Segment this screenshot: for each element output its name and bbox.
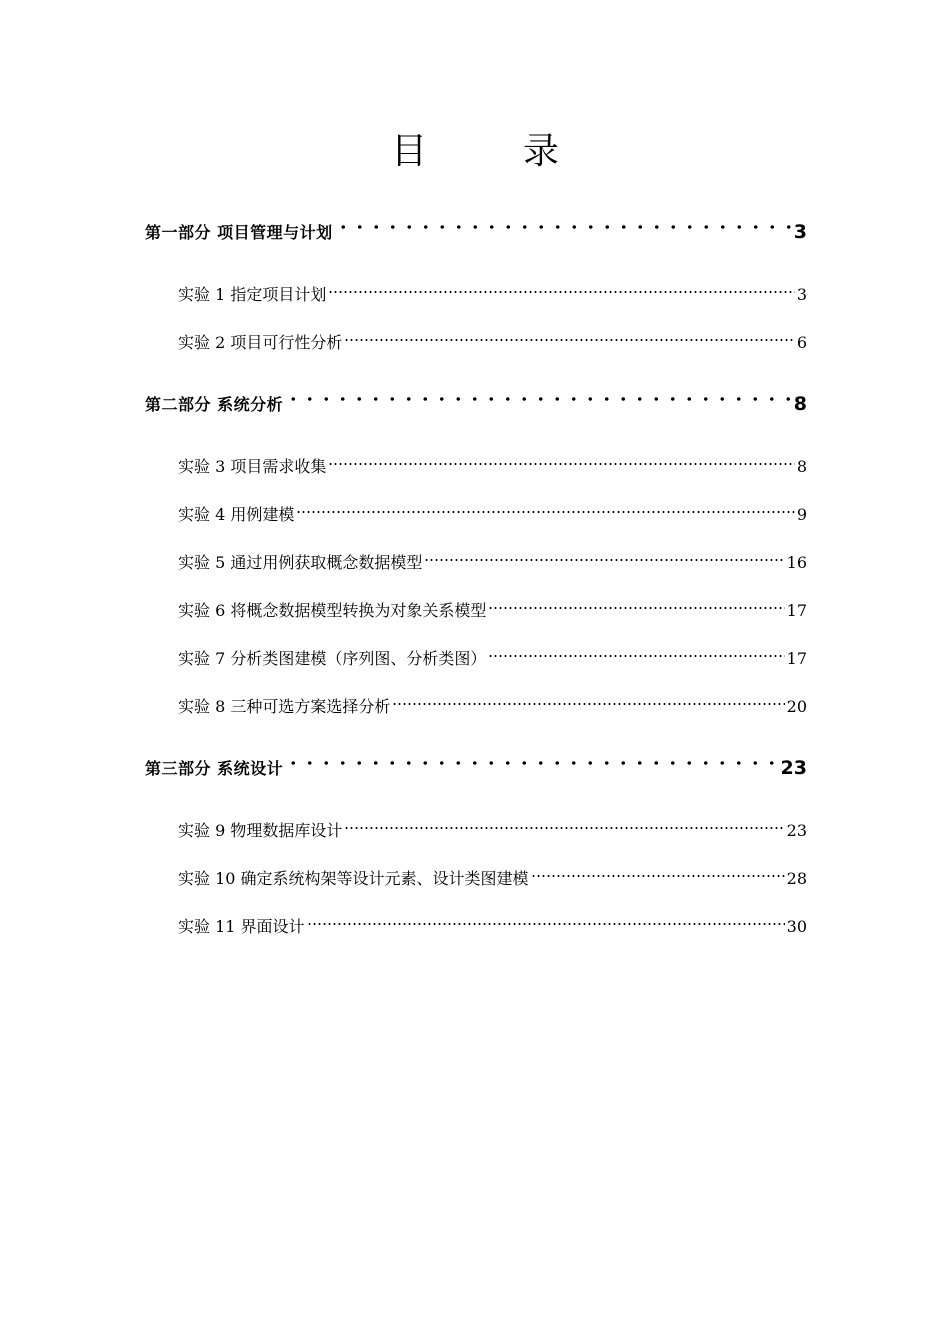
toc-item-exp-3[interactable] <box>178 448 807 476</box>
toc-item-exp-8[interactable] <box>178 688 807 716</box>
toc-item-exp-6[interactable] <box>178 592 807 620</box>
toc-item-exp-11[interactable] <box>178 908 807 936</box>
toc-page-number: 3 <box>793 221 807 243</box>
toc-item-label: 实验 11 界面设计 <box>178 917 305 936</box>
toc-part-2[interactable] <box>145 386 807 415</box>
toc-page-number: 8 <box>793 393 807 415</box>
toc-item-exp-9[interactable] <box>178 812 807 840</box>
toc-item-exp-5[interactable] <box>178 544 807 572</box>
toc-item-exp-2[interactable] <box>178 324 807 352</box>
dot-leader <box>328 276 794 300</box>
toc-item-label: 实验 7 分析类图建模（序列图、分析类图） <box>178 649 487 668</box>
toc-part-label: 第三部分 系统设计 <box>145 759 284 778</box>
page-title: 目 录 <box>390 131 589 172</box>
toc-page-number: 20 <box>786 697 807 716</box>
toc-item-label: 实验 5 通过用例获取概念数据模型 <box>178 553 423 572</box>
dot-leader <box>424 544 784 568</box>
toc-page-number: 23 <box>780 757 807 779</box>
toc-item-label: 实验 2 项目可行性分析 <box>178 333 343 352</box>
toc-page-number: 23 <box>786 821 807 840</box>
toc-item-label: 实验 4 用例建模 <box>178 505 295 524</box>
dot-leader <box>328 448 794 472</box>
toc-item-exp-7[interactable] <box>178 640 807 668</box>
dot-leader <box>296 496 794 520</box>
dot-leader <box>285 750 778 774</box>
toc-page-number: 6 <box>796 333 807 352</box>
toc-part-3[interactable] <box>145 750 807 779</box>
dot-leader <box>335 214 792 238</box>
toc-page-number: 28 <box>786 869 807 888</box>
toc-page-number: 9 <box>796 505 807 524</box>
toc-item-label: 实验 8 三种可选方案选择分析 <box>178 697 391 716</box>
toc-page-number: 17 <box>786 601 807 620</box>
dot-leader <box>307 908 785 932</box>
dot-leader <box>531 860 785 884</box>
dot-leader <box>344 324 794 348</box>
toc-item-label: 实验 9 物理数据库设计 <box>178 821 343 840</box>
toc-item-label: 实验 10 确定系统构架等设计元素、设计类图建模 <box>178 869 529 888</box>
toc-page-number: 16 <box>786 553 807 572</box>
toc-page-number: 3 <box>796 285 807 304</box>
toc-page-number: 8 <box>796 457 807 476</box>
toc-part-label: 第二部分 系统分析 <box>145 395 284 414</box>
dot-leader <box>488 592 784 616</box>
toc-page-number: 30 <box>786 917 807 936</box>
dot-leader <box>488 640 784 664</box>
toc-item-exp-10[interactable] <box>178 860 807 888</box>
toc-page-number: 17 <box>786 649 807 668</box>
dot-leader <box>392 688 784 712</box>
toc-item-label: 实验 1 指定项目计划 <box>178 285 327 304</box>
toc-item-label: 实验 6 将概念数据模型转换为对象关系模型 <box>178 601 487 620</box>
toc-item-exp-4[interactable] <box>178 496 807 524</box>
dot-leader <box>344 812 784 836</box>
toc-item-exp-1[interactable] <box>178 276 807 304</box>
toc-part-1[interactable] <box>145 214 807 243</box>
dot-leader <box>285 386 792 410</box>
toc-item-label: 实验 3 项目需求收集 <box>178 457 327 476</box>
toc-part-label: 第一部分 项目管理与计划 <box>145 223 333 242</box>
